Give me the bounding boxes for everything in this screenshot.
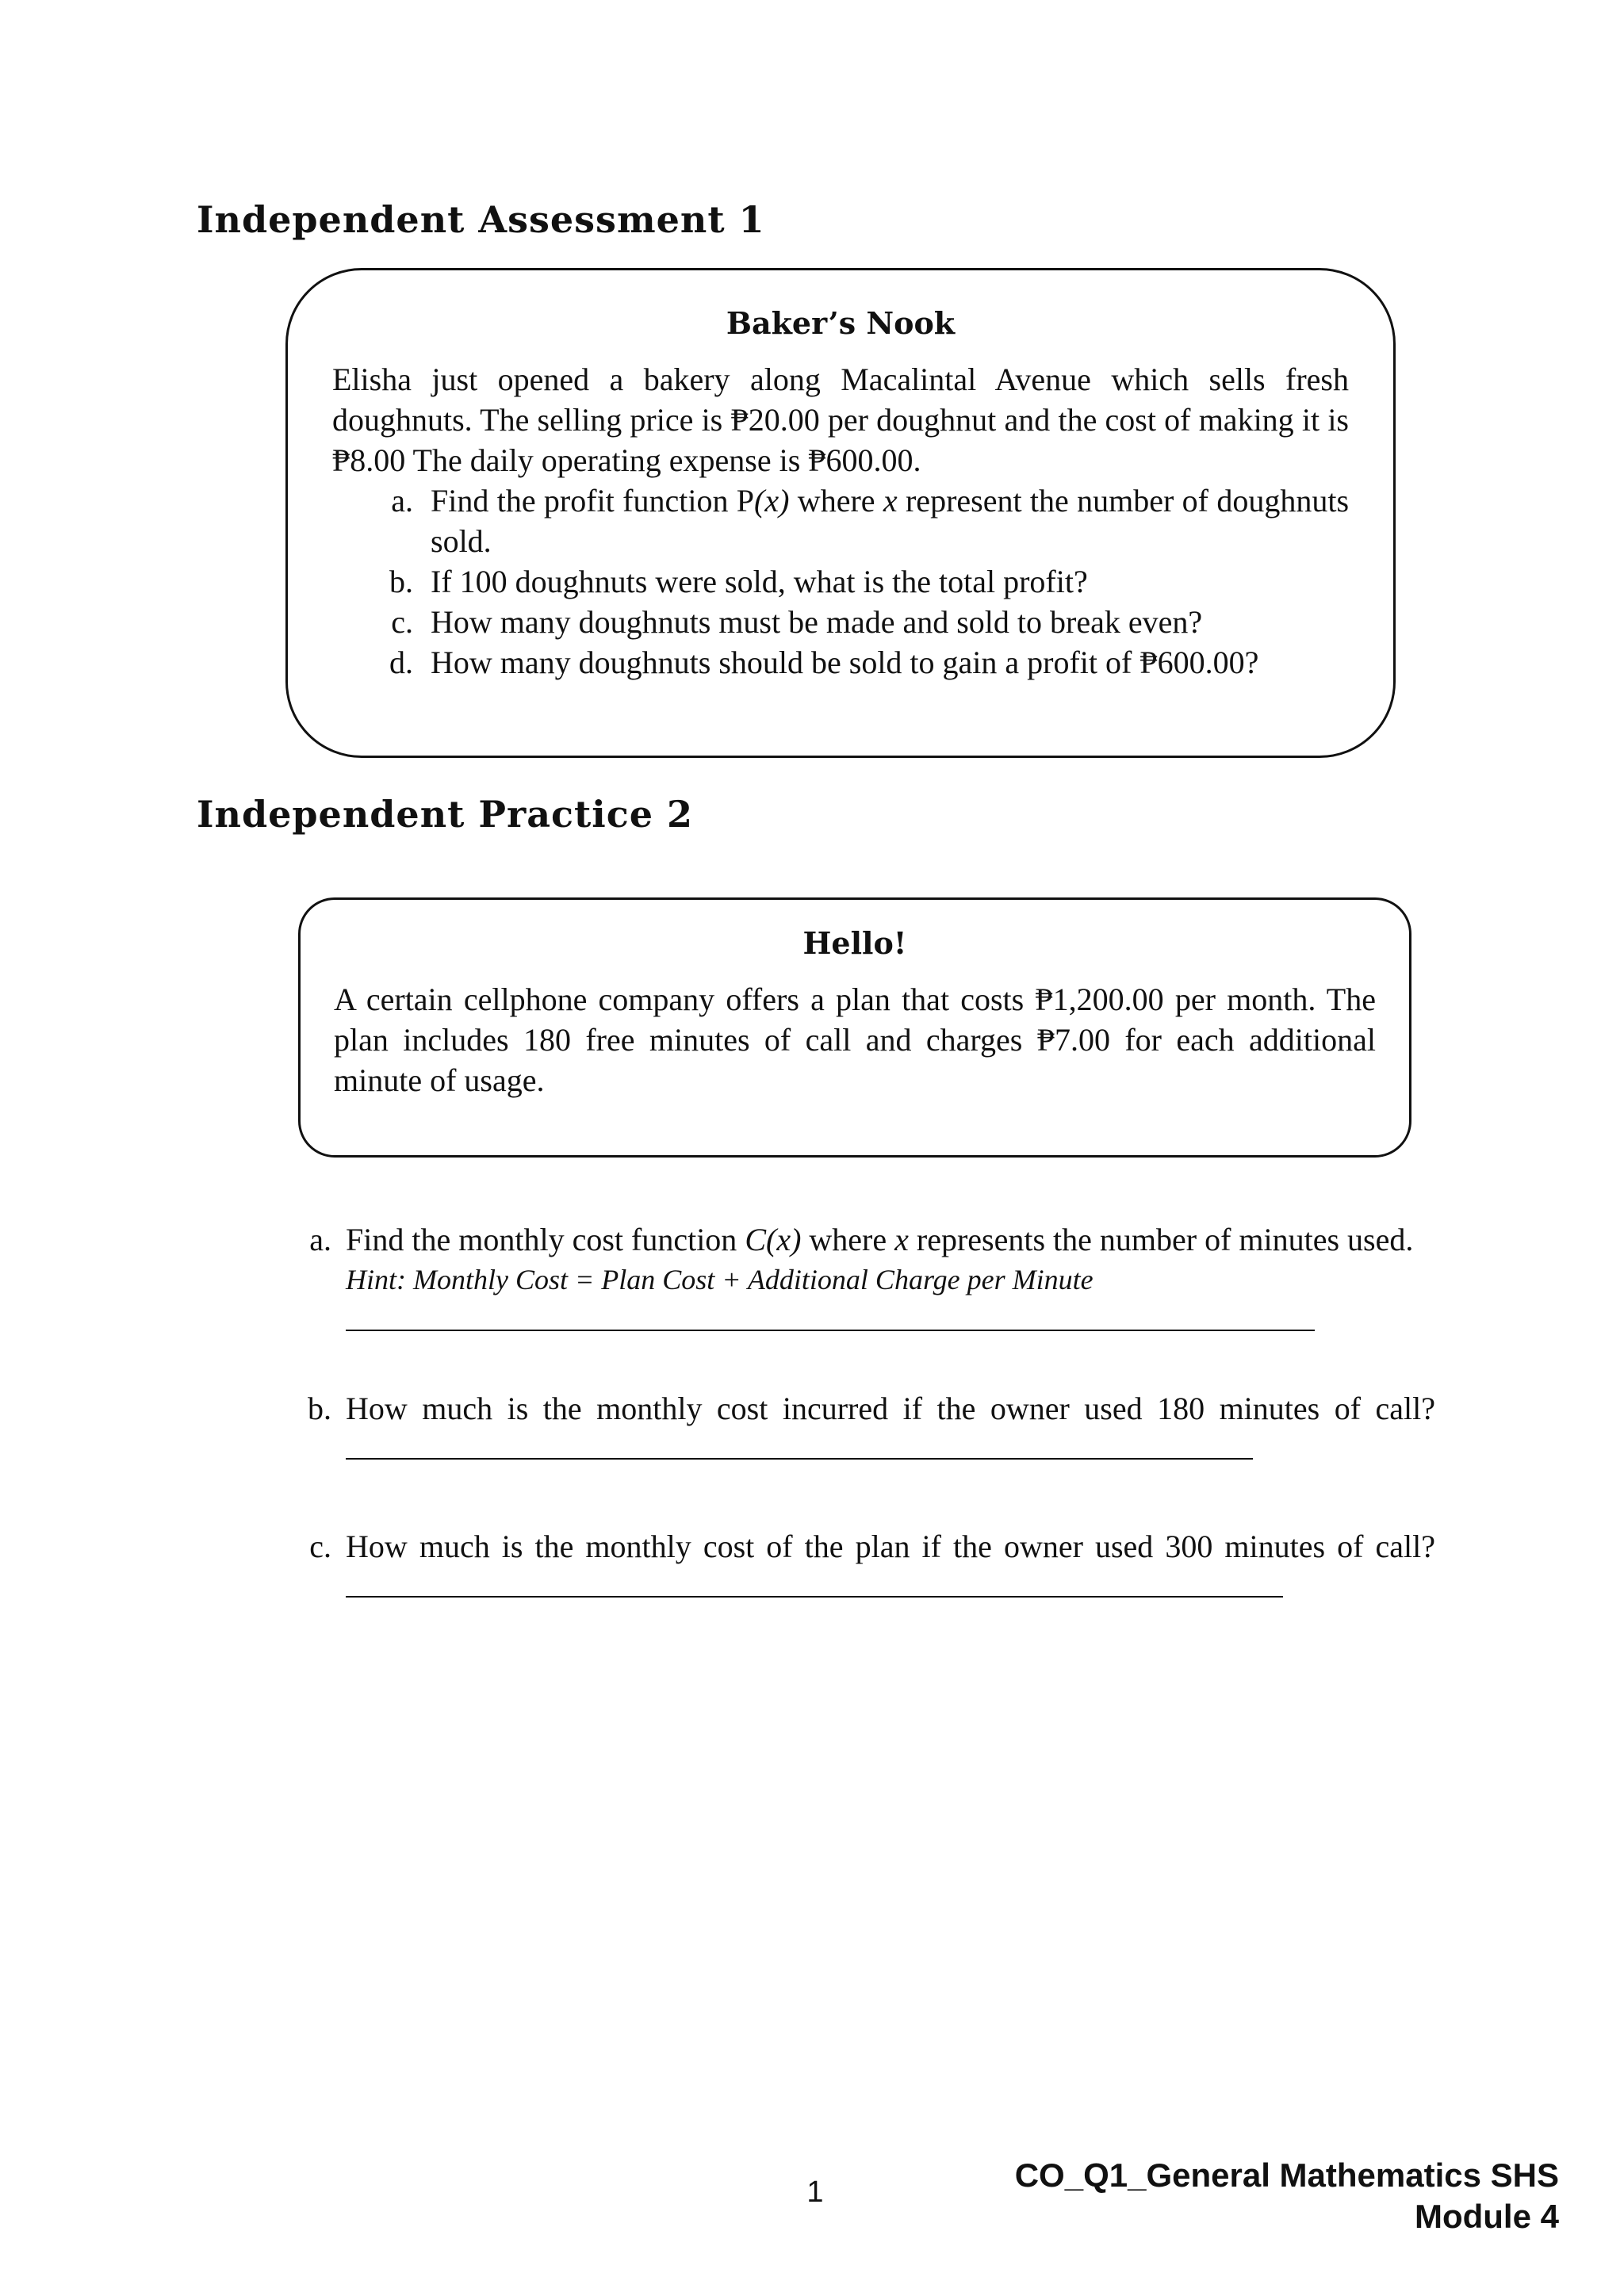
item-text: If 100 doughnuts were sold, what is the total profit? xyxy=(431,564,1088,599)
item-text: How many doughnuts should be sold to gain a profit of ₱600.00? xyxy=(431,645,1259,680)
section-heading-assessment-1: Independent Assessment 1 xyxy=(197,198,765,241)
question-c xyxy=(293,1526,1435,1607)
question-a xyxy=(293,1219,1435,1331)
item-marker: b. xyxy=(308,1391,331,1426)
list-item xyxy=(332,561,1349,602)
page-number: 1 xyxy=(806,2175,824,2209)
list-item xyxy=(332,480,1349,561)
question-text: Find the monthly cost function C(x) where x represents the number of minutes used. Hint: Monthly Cost = Plan Cost + Additional Charge per Minute xyxy=(346,1219,1435,1331)
footer-line-1: CO_Q1_General Mathematics SHS xyxy=(1014,2156,1559,2194)
question-b xyxy=(293,1388,1435,1469)
item-marker: a. xyxy=(391,483,413,519)
problem-paragraph: A certain cellphone company offers a plan that costs ₱1,200.00 per month. The plan includes 180 free minutes of call and charges ₱7.00 for each additional minute of usage. xyxy=(334,982,1376,1098)
item-text: Find the profit function P(x) where x represent the number of doughnuts sold. xyxy=(431,483,1350,559)
answer-line[interactable] xyxy=(346,1299,1315,1331)
bakers-nook-box xyxy=(285,268,1396,758)
item-marker: b. xyxy=(389,564,413,599)
answer-line[interactable] xyxy=(346,1433,1253,1460)
problem-paragraph: Elisha just opened a bakery along Macalintal Avenue which sells fresh doughnuts. The selling price is ₱20.00 per doughnut and the cost of making it is ₱8.00 The daily operating expense is ₱600.00. xyxy=(332,362,1349,478)
question-list xyxy=(332,480,1349,683)
list-item xyxy=(332,602,1349,642)
box-title: Baker’s Nook xyxy=(726,305,956,341)
list-item xyxy=(332,642,1349,683)
practice-questions xyxy=(293,1219,1435,1607)
box-title: Hello! xyxy=(802,925,907,961)
question-text: How much is the monthly cost incurred if the owner used 180 minutes of call? xyxy=(346,1388,1435,1469)
item-marker: a. xyxy=(309,1222,331,1257)
footer-line-2: Module 4 xyxy=(1414,2198,1559,2235)
module-footer xyxy=(1015,2155,1559,2237)
item-marker: d. xyxy=(389,645,413,680)
question-text: How much is the monthly cost of the plan if the owner used 300 minutes of call? xyxy=(346,1526,1435,1607)
item-marker: c. xyxy=(391,604,413,640)
hint-text: Hint: Monthly Cost = Plan Cost + Additional Charge per Minute xyxy=(346,1264,1094,1295)
answer-line[interactable] xyxy=(346,1571,1283,1598)
item-text: How many doughnuts must be made and sold to break even? xyxy=(431,604,1203,640)
item-marker: c. xyxy=(309,1529,331,1564)
hello-box xyxy=(298,897,1411,1158)
section-heading-practice-2: Independent Practice 2 xyxy=(197,793,694,836)
